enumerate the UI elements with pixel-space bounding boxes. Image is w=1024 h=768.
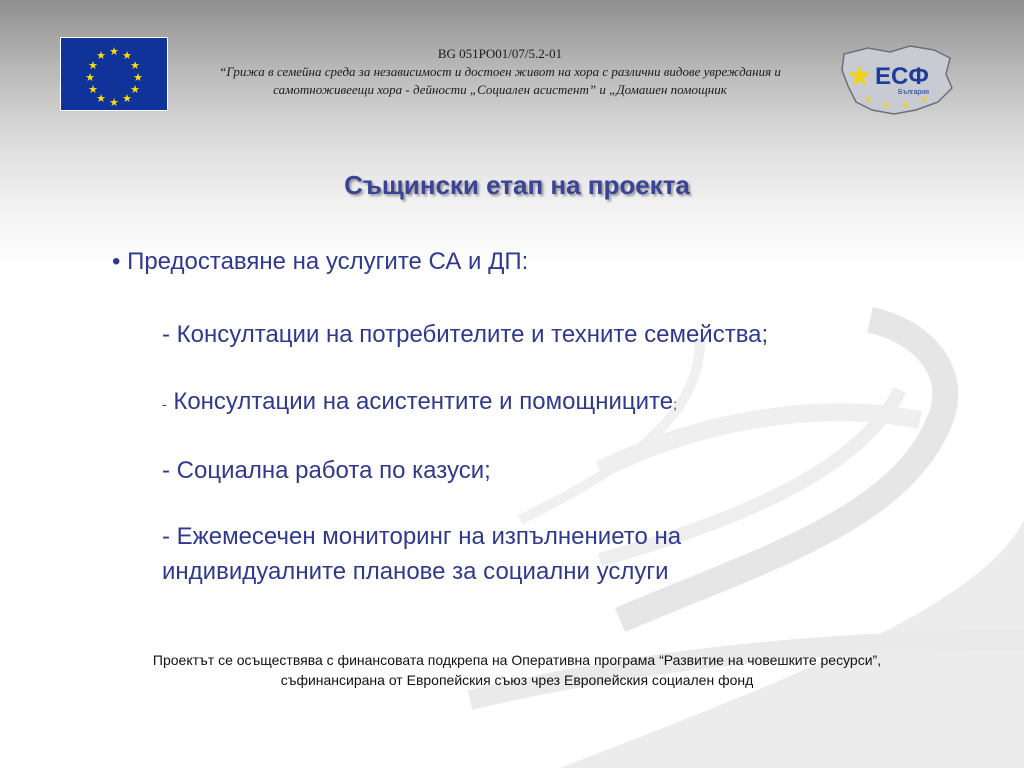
project-code: BG 051PO01/07/5.2-01 [437,46,563,61]
project-title-line2: самотноживеещи хора - дейности „Социален асистент” и „Домашен помощник [273,82,727,97]
eu-flag-logo [60,37,168,111]
svg-text:★: ★ [88,59,98,72]
svg-text:★: ★ [109,96,119,109]
item-monitoring-line1: - Ежемесечен мониторинг на изпълнението на [162,523,682,550]
svg-text:ЕСФ: ЕСФ [875,63,929,90]
item-dash: - [162,396,167,412]
bullet-services: • Предоставяне на услугите СА и ДП: [112,248,529,275]
eu-star-icon [85,45,143,109]
svg-text:★: ★ [88,83,98,96]
footer-funding [0,650,1024,690]
esf-logo [838,40,958,120]
svg-text:★: ★ [85,71,95,84]
svg-text:★: ★ [109,45,119,58]
svg-text:България: България [898,89,929,96]
svg-text:★: ★ [920,95,929,105]
item-consultations-assistants [162,385,677,421]
svg-text:★: ★ [130,83,140,96]
svg-text:★: ★ [882,101,891,111]
svg-text:★: ★ [96,49,106,62]
item-monitoring-line2: индивидуалните планове за социални услуги [162,558,669,585]
svg-text:★: ★ [902,101,911,111]
item-social-work: - Социална работа по казуси; [162,457,491,484]
project-header [190,45,810,99]
project-title-line1: “Грижа в семейна среда за независимост и достоен живот на хора с различни видове увреждания и [219,64,781,79]
item-semicolon: ; [673,396,677,412]
svg-text:★: ★ [122,49,132,62]
item-consultations-users: - Консултации на потребителите и техните семейства; [162,321,769,348]
footer-line1: Проектът се осъществява с финансовата подкрепа на Оперативна програма “Развитие на човешките ресурси”, [152,652,882,668]
svg-text:★: ★ [130,59,140,72]
svg-text:★: ★ [122,92,132,105]
svg-text:★: ★ [133,71,143,84]
item-text: Консултации на асистентите и помощниците [173,388,674,415]
slide-title: Същински етап на проекта [344,170,690,200]
footer-line2: съфинансирана от Европейския съюз чрез Европейския социален фонд [280,672,754,688]
svg-text:★: ★ [864,95,873,105]
star-icon: ★ [846,59,873,94]
svg-text:★: ★ [96,92,106,105]
